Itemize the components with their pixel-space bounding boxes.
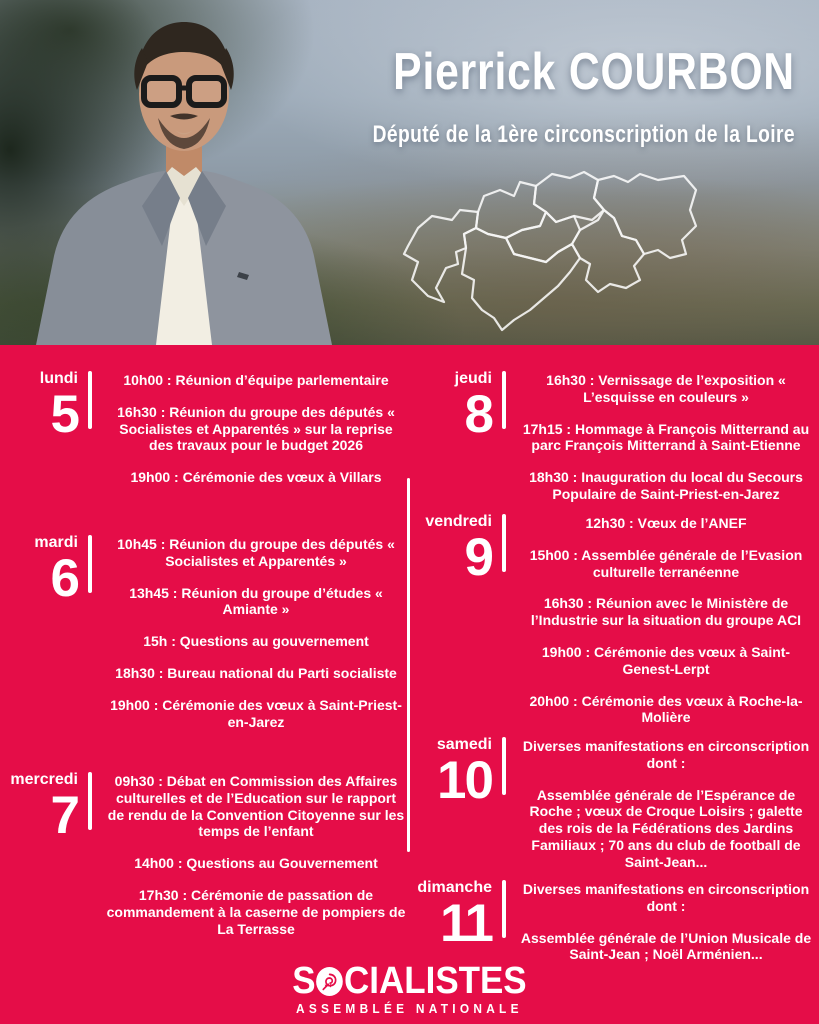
event-item: 18h30 : Bureau national du Parti socialiste xyxy=(115,664,397,681)
event-list xyxy=(92,371,410,486)
event-item: 13h45 : Réunion du groupe d’études « Amiante » xyxy=(129,584,383,618)
day-label xyxy=(425,513,492,587)
day-name: lundi xyxy=(39,370,78,387)
day-number: 10 xyxy=(437,751,492,810)
circonscription-map-icon xyxy=(402,168,702,338)
day-name: mardi xyxy=(34,534,78,551)
event-list xyxy=(506,880,816,963)
event-item: Assemblée générale de l’Union Musicale de Saint-Jean ; Noël Arménien... xyxy=(520,929,812,963)
event-item: 17h30 : Cérémonie de passation de commandement à la caserne de pompiers de La Terrasse xyxy=(106,886,406,937)
event-item: 19h00 : Cérémonie des vœux à Villars xyxy=(130,469,382,486)
day-label xyxy=(18,370,78,444)
day-name: mercredi xyxy=(10,771,78,788)
day-name: samedi xyxy=(436,736,492,753)
day-label xyxy=(428,370,492,444)
agenda-section xyxy=(0,345,819,1024)
event-item: Diverses manifestations en circonscription dont : xyxy=(522,738,810,771)
day-block-lundi xyxy=(18,371,410,486)
event-item: 10h45 : Réunion du groupe des députés « Socialistes et Apparentés » xyxy=(117,536,395,569)
day-name: dimanche xyxy=(417,879,492,896)
logo-main xyxy=(292,962,526,1000)
event-item: Diverses manifestations en circonscription dont : xyxy=(522,881,810,914)
event-list xyxy=(92,772,410,937)
day-label xyxy=(428,736,492,810)
politician-photo xyxy=(28,10,340,345)
day-number: 6 xyxy=(50,549,78,608)
event-item: 19h00 : Cérémonie des vœux à Saint-Priest-en-Jarez xyxy=(110,696,402,730)
event-list xyxy=(506,737,816,871)
event-item: 20h00 : Cérémonie des vœux à Roche-la-Molière xyxy=(529,692,803,726)
day-block-samedi xyxy=(428,737,816,871)
event-item: 15h : Questions au gouvernement xyxy=(143,633,369,650)
event-item: 14h00 : Questions au Gouvernement xyxy=(134,855,378,872)
day-name: vendredi xyxy=(425,513,492,530)
day-number: 9 xyxy=(464,528,492,587)
event-item: 16h30 : Réunion du groupe des députés « Socialistes et Apparentés » sur la reprise des travaux pour le budget 2026 xyxy=(117,403,395,454)
event-list xyxy=(92,535,410,730)
day-number: 7 xyxy=(50,786,78,845)
logo-letter-s: S xyxy=(292,960,316,1002)
day-block-mercredi xyxy=(10,771,410,937)
socialists-logo xyxy=(0,962,819,1016)
day-number: 5 xyxy=(50,385,78,444)
day-label xyxy=(18,534,78,608)
day-name: jeudi xyxy=(454,370,492,387)
day-block-dimanche xyxy=(417,879,816,963)
day-block-mardi xyxy=(18,535,410,730)
event-item: 18h30 : Inauguration du local du Secours Populaire de Saint-Priest-en-Jarez xyxy=(529,469,803,502)
day-block-jeudi xyxy=(428,371,816,503)
event-item: 16h30 : Vernissage de l’exposition « L’esquisse en couleurs » xyxy=(546,372,786,405)
day-number: 8 xyxy=(464,385,492,444)
event-item: 09h30 : Débat en Commission des Affaires culturelles et de l’Education sur le rapport de rendu de la Convention Citoyenne sur les temps de l’enfant xyxy=(107,773,405,840)
event-item: 16h30 : Réunion avec le Ministère de l’Industrie sur la situation du groupe ACI xyxy=(530,595,802,629)
event-item: 19h00 : Cérémonie des vœux à Saint-Genest-Lerpt xyxy=(541,643,791,677)
rose-icon xyxy=(317,967,344,996)
day-block-vendredi xyxy=(425,513,816,726)
event-item: Assemblée générale de l’Espérance de Roche ; vœux de Croque Loisirs ; galette des rois de la Fédérations des Jardins Familiaux ; 70 ans du club de football de Saint-Jean... xyxy=(529,786,803,870)
logo-subtext: ASSEMBLÉE NATIONALE xyxy=(296,1002,523,1016)
day-label xyxy=(10,771,78,845)
event-list xyxy=(506,514,816,726)
event-list xyxy=(506,371,816,503)
page-subtitle: Député de la 1ère circonscription de la Loire xyxy=(372,121,795,148)
page-title: Pierrick COURBON xyxy=(393,43,795,101)
hero-photo-header xyxy=(0,0,819,345)
day-number: 11 xyxy=(439,894,492,953)
day-label xyxy=(417,879,492,953)
event-item: 10h00 : Réunion d’équipe parlementaire xyxy=(123,372,389,388)
event-item: 15h00 : Assemblée générale de l’Evasion culturelle terranéenne xyxy=(529,546,803,580)
event-item: 17h15 : Hommage à François Mitterrand au parc François Mitterrand à Saint-Etienne xyxy=(522,420,810,454)
logo-rest: CIALISTES xyxy=(344,960,527,1002)
event-item: 12h30 : Vœux de l’ANEF xyxy=(585,515,747,531)
